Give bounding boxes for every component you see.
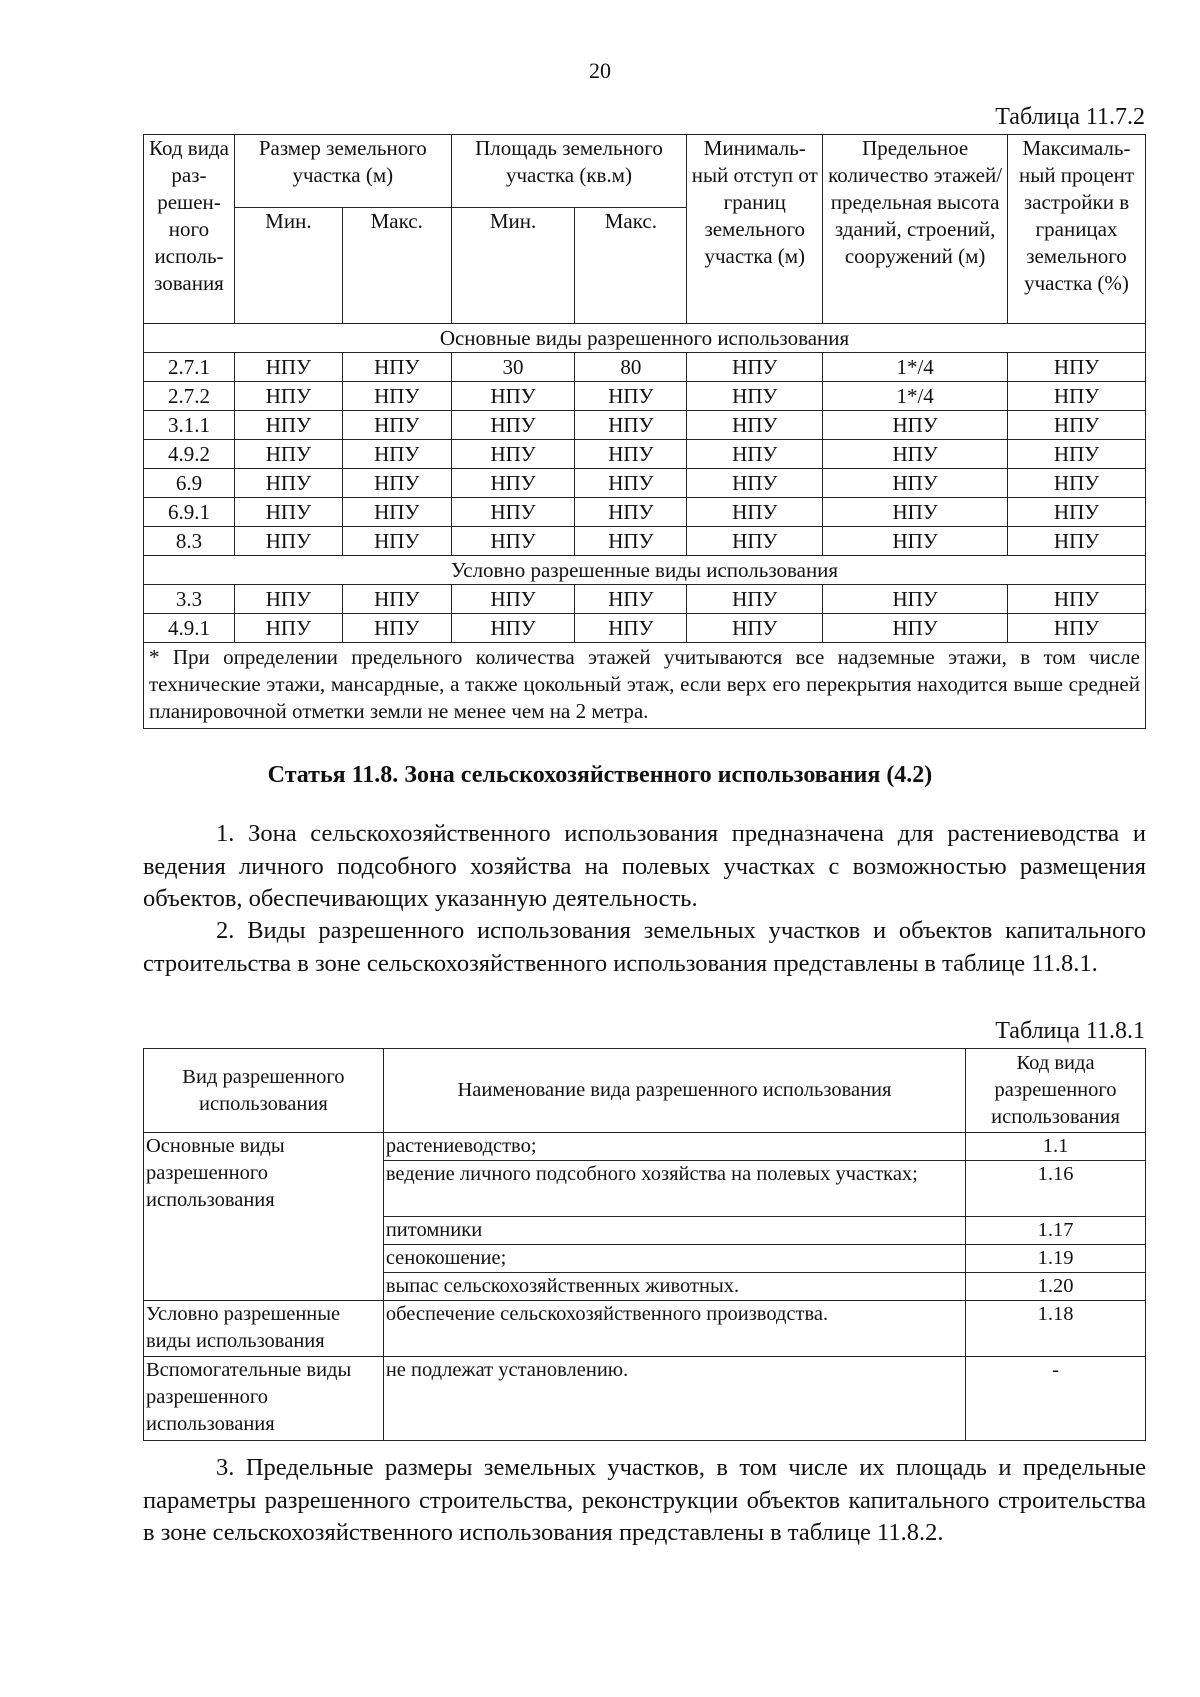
table-row	[144, 614, 1146, 643]
use-name: выпас сельскохозяйственных животных.	[383, 1273, 965, 1301]
cell: НПУ	[234, 614, 342, 643]
cell: НПУ	[234, 585, 342, 614]
cell: НПУ	[234, 353, 342, 382]
use-name: обеспечение сельскохозяйственного производства.	[383, 1301, 965, 1357]
use-code: 1.19	[966, 1245, 1146, 1273]
table-row	[144, 1357, 1146, 1441]
cell: НПУ	[1008, 527, 1146, 556]
header-code: Код вида раз- решен- ного исполь- зования	[144, 135, 235, 324]
cell: НПУ	[234, 527, 342, 556]
cell: НПУ	[1008, 440, 1146, 469]
table-row	[144, 382, 1146, 411]
cell: НПУ	[342, 353, 451, 382]
cell: НПУ	[687, 382, 823, 411]
header-use-code: Код вида разрешенного использования	[966, 1049, 1146, 1133]
cell: НПУ	[1008, 469, 1146, 498]
cell: НПУ	[687, 440, 823, 469]
header-area-min: Мин.	[451, 208, 575, 324]
cell: НПУ	[575, 527, 687, 556]
cell: НПУ	[451, 411, 575, 440]
cell: 1*/4	[823, 382, 1008, 411]
header-coverage: Максималь- ный процент застройки в границах земельного участка (%)	[1008, 135, 1146, 324]
table-row	[144, 411, 1146, 440]
cell: НПУ	[687, 614, 823, 643]
table-row	[144, 527, 1146, 556]
cell: 6.9.1	[144, 498, 235, 527]
cell: НПУ	[451, 527, 575, 556]
cell: НПУ	[1008, 411, 1146, 440]
table-row	[144, 498, 1146, 527]
cell: НПУ	[575, 440, 687, 469]
cell: НПУ	[575, 411, 687, 440]
use-name: растениеводство;	[383, 1133, 965, 1161]
table-caption: Таблица 11.7.2	[995, 104, 1145, 130]
section-main-uses: Основные виды разрешенного использования	[144, 324, 1146, 353]
header-size-max: Макс.	[342, 208, 451, 324]
group-main-uses: Основные виды разрешенного использования	[144, 1133, 384, 1301]
cell: 4.9.2	[144, 440, 235, 469]
cell: 2.7.1	[144, 353, 235, 382]
use-code: 1.17	[966, 1217, 1146, 1245]
cell: НПУ	[1008, 614, 1146, 643]
cell: НПУ	[823, 614, 1008, 643]
header-plot-size: Размер земельного участка (м)	[234, 135, 451, 208]
table-caption: Таблица 11.8.1	[995, 1018, 1145, 1044]
table-row	[144, 469, 1146, 498]
cell: НПУ	[342, 382, 451, 411]
cell: НПУ	[687, 527, 823, 556]
article-title: Статья 11.8. Зона сельскохозяйственного использования (4.2)	[267, 762, 933, 788]
cell: НПУ	[575, 614, 687, 643]
paragraph-3: 3. Предельные размеры земельных участков, в том числе их площадь и предельные параметры разрешенного строительства, реконструкции объектов капитального строительства в зоне сельскохозяйственного использования представлены в таблице 11.8.2.	[143, 1454, 1146, 1546]
cell: НПУ	[342, 411, 451, 440]
cell: НПУ	[234, 411, 342, 440]
cell: НПУ	[823, 469, 1008, 498]
cell: НПУ	[451, 469, 575, 498]
cell: НПУ	[687, 585, 823, 614]
cell: НПУ	[451, 614, 575, 643]
cell: НПУ	[575, 498, 687, 527]
cell: 6.9	[144, 469, 235, 498]
cell: 1*/4	[823, 353, 1008, 382]
cell: НПУ	[234, 498, 342, 527]
cell: НПУ	[687, 353, 823, 382]
cell: НПУ	[451, 440, 575, 469]
cell: НПУ	[823, 440, 1008, 469]
table-row	[144, 440, 1146, 469]
section-conditional-uses: Условно разрешенные виды использования	[144, 556, 1146, 585]
cell: НПУ	[823, 411, 1008, 440]
cell: 8.3	[144, 527, 235, 556]
header-plot-area: Площадь земельного участка (кв.м)	[451, 135, 687, 208]
cell: НПУ	[1008, 585, 1146, 614]
use-name: ведение личного подсобного хозяйства на полевых участках;	[383, 1161, 965, 1217]
header-area-max: Макс.	[575, 208, 687, 324]
cell: НПУ	[1008, 353, 1146, 382]
header-setback: Минималь- ный отступ от границ земельного участка (м)	[687, 135, 823, 324]
cell: НПУ	[234, 440, 342, 469]
cell: НПУ	[687, 498, 823, 527]
header-floors: Предельное количество этажей/ предельная высота зданий, строений, сооружений (м)	[823, 135, 1008, 324]
cell: НПУ	[234, 469, 342, 498]
cell: 30	[451, 353, 575, 382]
cell: НПУ	[687, 469, 823, 498]
cell: НПУ	[342, 440, 451, 469]
table-row	[144, 1133, 1146, 1161]
header-size-min: Мин.	[234, 208, 342, 324]
cell: НПУ	[342, 614, 451, 643]
cell: НПУ	[1008, 498, 1146, 527]
cell: НПУ	[342, 527, 451, 556]
header-use-name: Наименование вида разрешенного использования	[383, 1049, 965, 1133]
cell: НПУ	[823, 527, 1008, 556]
use-code: 1.1	[966, 1133, 1146, 1161]
cell: НПУ	[687, 411, 823, 440]
table-row	[144, 585, 1146, 614]
cell: НПУ	[823, 585, 1008, 614]
cell: НПУ	[575, 585, 687, 614]
zoning-parameters-table	[143, 134, 1146, 729]
use-code: 1.20	[966, 1273, 1146, 1301]
use-code: 1.18	[966, 1301, 1146, 1357]
table-row	[144, 1301, 1146, 1357]
use-code: -	[966, 1357, 1146, 1441]
cell: НПУ	[451, 585, 575, 614]
page-number: 20	[589, 58, 611, 83]
use-name: сенокошение;	[383, 1245, 965, 1273]
cell: НПУ	[575, 469, 687, 498]
cell: НПУ	[451, 498, 575, 527]
group-auxiliary-uses: Вспомогательные виды разрешенного использования	[144, 1357, 384, 1441]
cell: 3.3	[144, 585, 235, 614]
header-use-kind: Вид разрешенного использования	[144, 1049, 384, 1133]
use-name: питомники	[383, 1217, 965, 1245]
cell: НПУ	[823, 498, 1008, 527]
use-code: 1.16	[966, 1161, 1146, 1217]
table-row	[144, 353, 1146, 382]
paragraph-1: 1. Зона сельскохозяйственного использования предназначена для растениеводства и ведения личного подсобного хозяйства на полевых участках с возможностью размещения объектов, обеспечивающих указанную деятельность.	[143, 820, 1146, 912]
cell: НПУ	[342, 469, 451, 498]
cell: 3.1.1	[144, 411, 235, 440]
cell: НПУ	[1008, 382, 1146, 411]
group-conditional-uses: Условно разрешенные виды использования	[144, 1301, 384, 1357]
cell: 4.9.1	[144, 614, 235, 643]
cell: НПУ	[234, 382, 342, 411]
cell: НПУ	[575, 382, 687, 411]
cell: НПУ	[342, 585, 451, 614]
cell: 2.7.2	[144, 382, 235, 411]
paragraph-2: 2. Виды разрешенного использования земельных участков и объектов капитального строительства в зоне сельскохозяйственного использования представлены в таблице 11.8.1.	[143, 917, 1146, 977]
table-footnote: * При определении предельного количества этажей учитываются все надземные этажи, в том числе технические этажи, мансардные, а также цокольный этаж, если верх его перекрытия находится выше средней планировочной отметки земли не менее чем на 2 метра.	[144, 643, 1146, 729]
permitted-uses-table	[143, 1048, 1146, 1441]
cell: НПУ	[342, 498, 451, 527]
use-name: не подлежат установлению.	[383, 1357, 965, 1441]
cell: НПУ	[451, 382, 575, 411]
cell: 80	[575, 353, 687, 382]
